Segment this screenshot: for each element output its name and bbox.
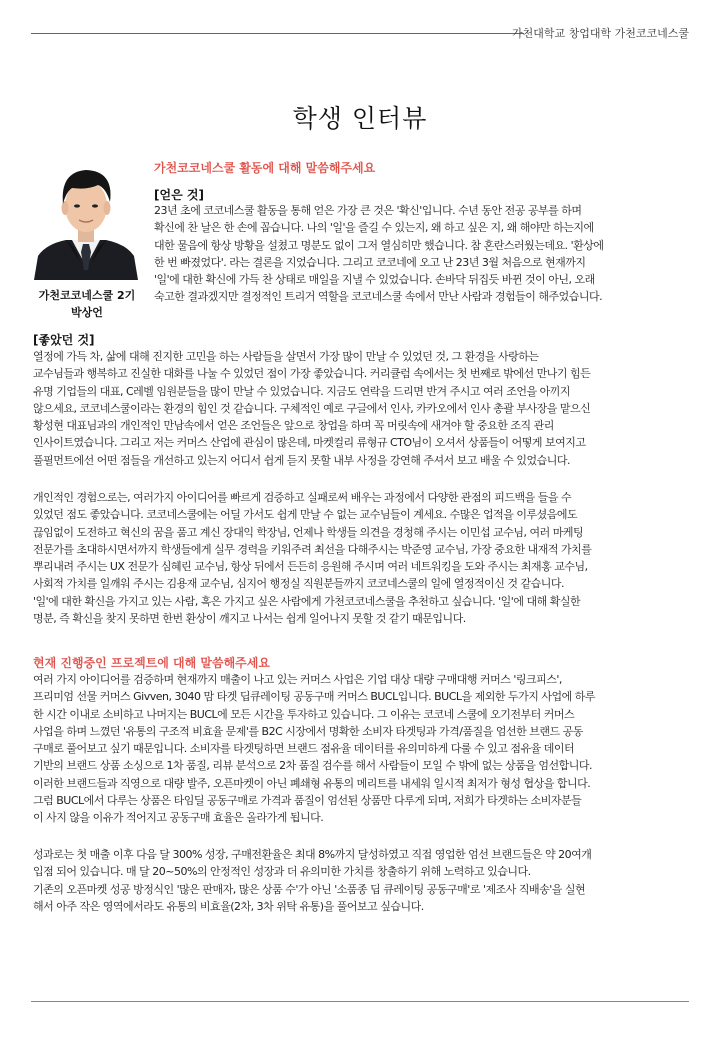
footer-rule [31,1001,689,1002]
question-1-title: 가천코코네스쿨 활동에 대해 말씀해주세요 [154,161,376,175]
student-caption [22,287,152,321]
question-2-title: 현재 진행중인 프로젝트에 대해 말씀해주세요 [33,656,270,670]
gained-paragraph: 23년 초에 코코네스쿨 활동을 통해 얻은 가장 큰 것은 '확신'입니다. 수년 동안 전공 공부를 하며 확신에 찬 날은 한 손에 꼽습니다. 나의 '일'을 즐길 수 있는지, 왜 하고 싶은 지, 왜 해야만 하는지에 대한 물음에 항상 방황을 설쳤고 명분도 없이 그저 열심히만 했습니다. 참 혼란스러웠는데요. '환상에 한 번 빠졌었다'. 라는 결론을 지었습니다. 그리고 코코네에 오고 난 23년 3월 처음으로 현재까지 '일'에 대한 확신에 가득 찬 상태로 매일을 지낼 수 있었습니다. 손바닥 뒤집듯 바뀐 것이 아닌, 오래 숙고한 결과겠지만 결정적인 트리거 역할을 코코네스쿨 속에서 만난 사람과 경험들이 해주었습니다. [154,204,604,304]
student-photo [32,158,140,280]
header-rule [31,33,524,34]
caption-name: 박상언 [71,306,103,319]
caption-program: 가천코코네스쿨 2기 [38,289,136,302]
page-title: 학생 인터뷰 [292,103,428,133]
liked-heading: [좋았던 것] [33,333,95,347]
gained-heading: [얻은 것] [154,188,204,202]
project-paragraph: 여러 가지 아이디어를 검증하며 현재까지 매출이 나고 있는 커머스 사업은 기업 대상 대량 구매대행 커머스 '링크피스', 프리미엄 선물 커머스 Givven, 3040 맘 타겟 딥큐레이팅 공동구매 커머스 BUCL입니다. BUCL을 제외한 두가지 사업에 하루 한 시간 이내로 소비하고 나머지는 BUCL에 모든 시간을 투자하고 있습니다. 그 이유는 코코네 스쿨에 오기전부터 커머스 사업을 하며 느꼈던 '유통의 구조적 비효율 문제'를 B2C 시장에서 명확한 소비자 타겟팅과 가격/품질을 엄선한 브랜드 공동 구매로 풀어보고 싶기 때문입니다. 소비자를 타겟팅하면 브랜드 점유율 데이터를 유의미하게 다룰 수 있고 점유율 데이터 기반의 브랜드 상품 소싱으로 1차 품질, 리뷰 분석으로 2차 품질 검수를 해서 사람들이 모일 수 밖에 없는 상품을 엄선합니다. 이러한 브랜드들과 직영으로 대량 발주, 오픈마켓이 아닌 폐쇄형 유통의 메리트를 내세워 일시적 최저가 형성 협상을 합니다. 그럼 BUCL에서 다루는 상품은 타임딜 공동구매로 가격과 품질이 엄선된 상품만 다루게 되며, 저희가 타겟하는 소비자분들 이 사지 않을 이유가 적어지고 공동구매 효율은 올라가게 됩니다. [33,673,595,825]
results-paragraph: 성과로는 첫 매출 이후 다음 달 300% 성장, 구매전환율은 최대 8%까지 달성하였고 직접 영업한 엄선 브랜드들은 약 20여개 입점 되어 있습니다. 매 달 20~50%의 안정적인 성장과 더 유의미한 가치를 창출하기 위해 노력하고 있습니다. 기존의 오픈마켓 성공 방정식인 '많은 판매자, 많은 상품 수'가 아닌 '소품종 딥 큐레이팅 공동구매'로 '제조사 직배송'을 실현 해서 아주 작은 영역에서라도 유통의 비효율(2차, 3차 위탁 유통)을 풀어보고 싶습니다. [33,848,592,913]
header-text: 가천대학교 창업대학 가천코코네스쿨 [511,27,689,40]
experience-paragraph: 개인적인 경험으로는, 여러가지 아이디어를 빠르게 검증하고 실패로써 배우는 과정에서 다양한 관점의 피드백을 들을 수 있었던 점도 좋았습니다. 코코네스쿨에는 어딜 가서도 쉽게 만날 수 없는 교수님들이 계세요. 수많은 업적을 이루셨음에도 끊임없이 도전하고 혁신의 꿈을 품고 계신 장대익 학장님, 언제나 학생들 의견을 경청해 주시는 이민섭 교수님, 여러 마케팅 전문가를 초대하시면서까지 학생들에게 실무 경력을 키워주려 최선을 다해주시는 박준영 교수님, 가장 중요한 내재적 가치를 뿌리내려 주시는 UX 전문가 심혜린 교수님, 항상 뒤에서 든든히 응원해 주시며 여러 네트워킹을 도와 주시는 최재홍 교수님, 사회적 가치를 일깨워 주시는 김용재 교수님, 심지어 행정실 직원분들까지 코코네스쿨의 일에 열정적이신 것 같습니다. '일'에 대한 확신을 가지고 있는 사람, 혹은 가지고 싶은 사람에게 가천코코네스쿨을 추천하고 싶습니다. '일'에 대해 확실한 명분, 즉 확신을 찾지 못하면 한번 환상이 깨지고 나서는 쉽게 일어나지 못할 것 같기 때문입니다. [33,491,592,626]
liked-paragraph: 열정에 가득 차, 삶에 대해 진지한 고민을 하는 사람들을 살면서 가장 많이 만날 수 있었던 것, 그 환경을 사랑하는 교수님들과 행복하고 진실한 대화를 나눌 수 있었던 점이 가장 좋았습니다. 커리큘럼 속에서는 첫 번째로 밖에선 만나기 힘든 유명 기업들의 대표, C레벨 임원분들을 많이 만날 수 있었습니다. 지금도 연락을 드리면 반겨 주시고 여러 조언을 아끼지 않으세요, 코코네스쿨이라는 환경의 힘인 것 같습니다. 구체적인 예로 구글에서 인사, 카카오에서 인사 총괄 부사장을 맡으신 황성현 대표님과의 개인적인 만남속에서 얻은 조언들은 앞으로 창업을 하며 꼭 머릿속에 새겨야 할 중요한 조직 관리 인사이트였습니다. 그리고 저는 커머스 산업에 관심이 많은데, 마켓컬리 류형규 CTO님이 오셔서 상품들이 어떻게 보여지고 풀필먼트에선 어떤 점들을 개선하고 있는지 어디서 쉽게 듣지 못할 내부 사정을 강연해 주셔서 보고 배울 수 있었습니다. [33,350,591,467]
